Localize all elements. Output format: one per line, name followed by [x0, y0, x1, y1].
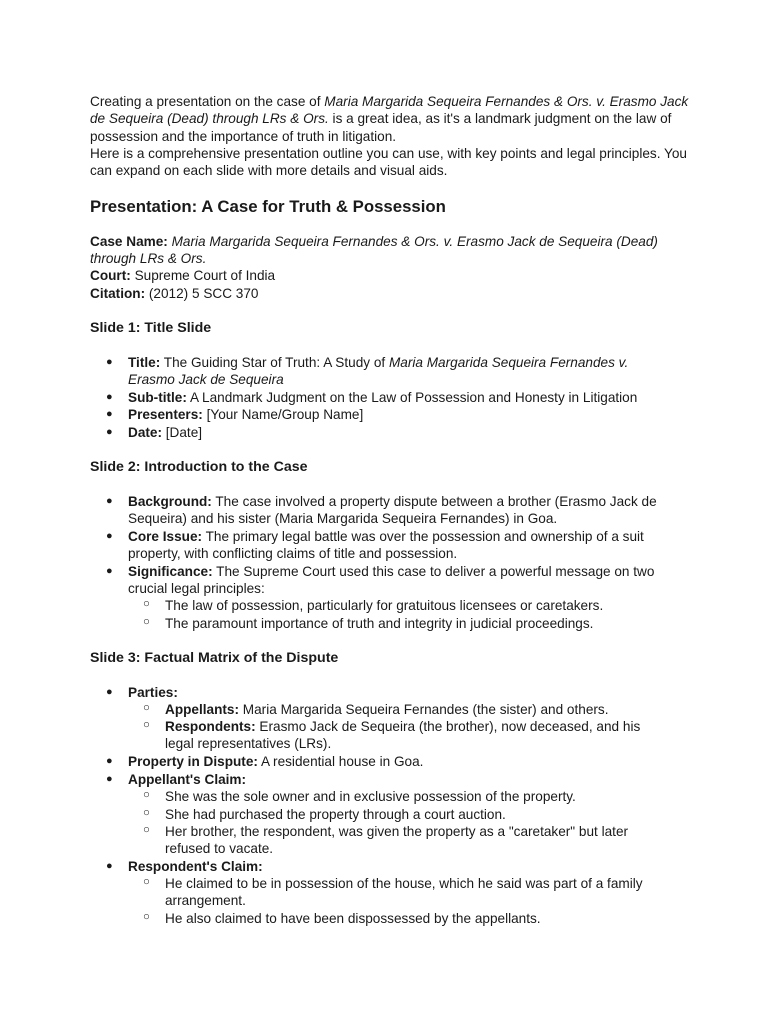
- list-item: ● Core Issue: The primary legal battle was over the possession and ownership of a suit property, with conflicting claims of title and possession.: [106, 529, 644, 562]
- sub-list-item: ○ The law of possession, particularly for gratuitous licensees or caretakers.: [143, 598, 604, 613]
- list-item: ● Parties:: [106, 685, 178, 700]
- list-item: ● Respondent's Claim:: [106, 859, 263, 874]
- sub-list-item: ○ He claimed to be in possession of the house, which he said was part of a family arrangement.: [143, 876, 643, 909]
- case-court: Court: Supreme Court of India: [90, 268, 276, 283]
- case-name: Case Name: Maria Margarida Sequeira Fernandes & Ors. v. Erasmo Jack de Sequeira (Dead) through LRs & Ors.: [90, 234, 658, 267]
- slide3-heading: Slide 3: Factual Matrix of the Dispute: [90, 650, 339, 666]
- intro-paragraph-2: Here is a comprehensive presentation outline you can use, with key points and legal principles. You can expand on each slide with more details and visual aids.: [90, 146, 687, 179]
- sub-list-item: ○ She was the sole owner and in exclusive possession of the property.: [143, 789, 576, 804]
- sub-list-item: ○ Appellants: Maria Margarida Sequeira Fernandes (the sister) and others.: [143, 702, 609, 717]
- list-item: ● Title: The Guiding Star of Truth: A Study of Maria Margarida Sequeira Fernandes v. Erasmo Jack de Sequeira: [106, 355, 629, 388]
- page-title: Presentation: A Case for Truth & Possession: [90, 197, 446, 216]
- sub-list-item: ○ Respondents: Erasmo Jack de Sequeira (the brother), now deceased, and his legal representatives (LRs).: [143, 719, 641, 752]
- slide1-heading: Slide 1: Title Slide: [90, 320, 212, 336]
- intro-paragraph: Creating a presentation on the case of Maria Margarida Sequeira Fernandes & Ors. v. Erasmo Jack de Sequeira (Dead) through LRs & Ors. is a great idea, as it's a landmark judgment on the law of possession and the importance of truth in litigation.: [90, 94, 689, 144]
- list-item: ● Property in Dispute: A residential house in Goa.: [106, 754, 424, 769]
- list-item: ● Appellant's Claim:: [106, 772, 247, 787]
- slide2-heading: Slide 2: Introduction to the Case: [90, 459, 308, 475]
- list-item: ● Background: The case involved a property dispute between a brother (Erasmo Jack de Sequeira) and his sister (Maria Margarida Sequeira Fernandes) in Goa.: [106, 494, 657, 527]
- sub-list-item: ○ She had purchased the property through a court auction.: [143, 807, 506, 822]
- sub-list-item: ○ Her brother, the respondent, was given the property as a "caretaker" but later refused to vacate.: [143, 824, 629, 857]
- list-item: ● Date: [Date]: [106, 425, 203, 440]
- list-item: ● Presenters: [Your Name/Group Name]: [106, 407, 364, 422]
- case-citation: Citation: (2012) 5 SCC 370: [90, 286, 259, 301]
- list-item: ● Significance: The Supreme Court used this case to deliver a powerful message on two crucial legal principles:: [106, 564, 655, 597]
- list-item: ● Sub-title: A Landmark Judgment on the Law of Possession and Honesty in Litigation: [106, 390, 638, 405]
- sub-list-item: ○ The paramount importance of truth and integrity in judicial proceedings.: [143, 616, 594, 631]
- sub-list-item: ○ He also claimed to have been dispossessed by the appellants.: [143, 911, 541, 926]
